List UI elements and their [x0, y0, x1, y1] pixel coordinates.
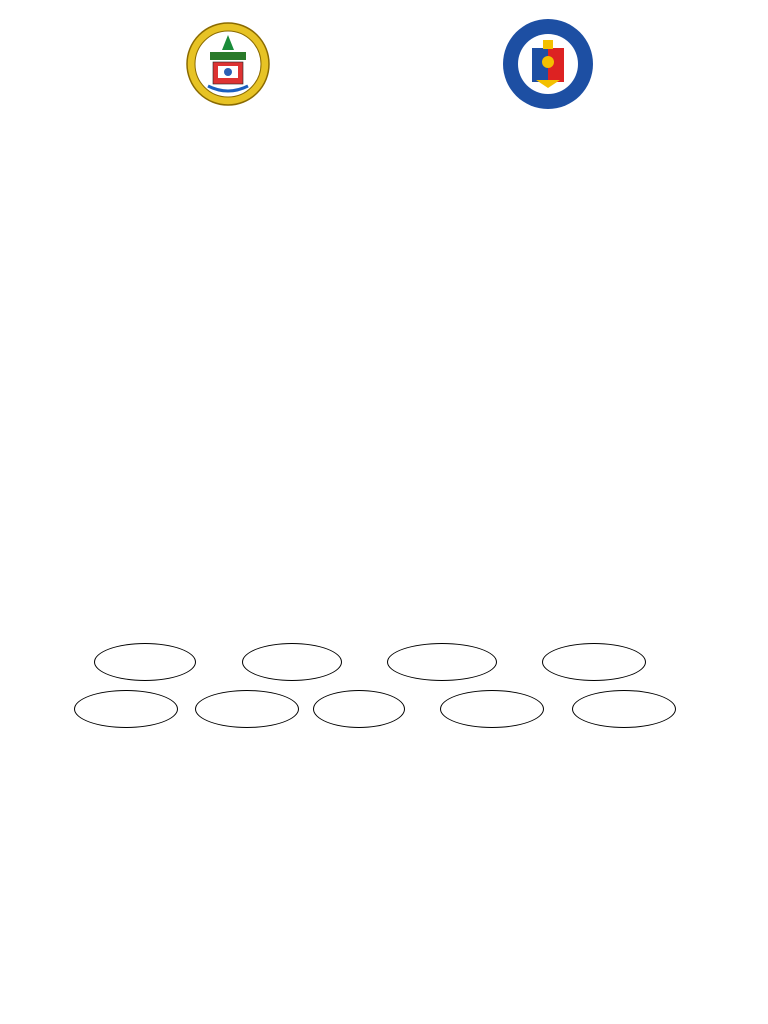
- maze-oval-gossip: [572, 690, 676, 728]
- maze-oval-sleeping: [313, 690, 405, 728]
- maze-oval-drowsing: [242, 643, 342, 681]
- maze-oval-credit: [74, 690, 178, 728]
- maze-oval-slow-walk: [195, 690, 299, 728]
- deped-seal-logo: [502, 18, 594, 110]
- division-seal-logo: [186, 22, 270, 106]
- maze-oval-running: [542, 643, 646, 681]
- maze-oval-appreciation: [387, 643, 497, 681]
- maze-oval-tangle: [440, 690, 544, 728]
- maze-oval-amble: [94, 643, 196, 681]
